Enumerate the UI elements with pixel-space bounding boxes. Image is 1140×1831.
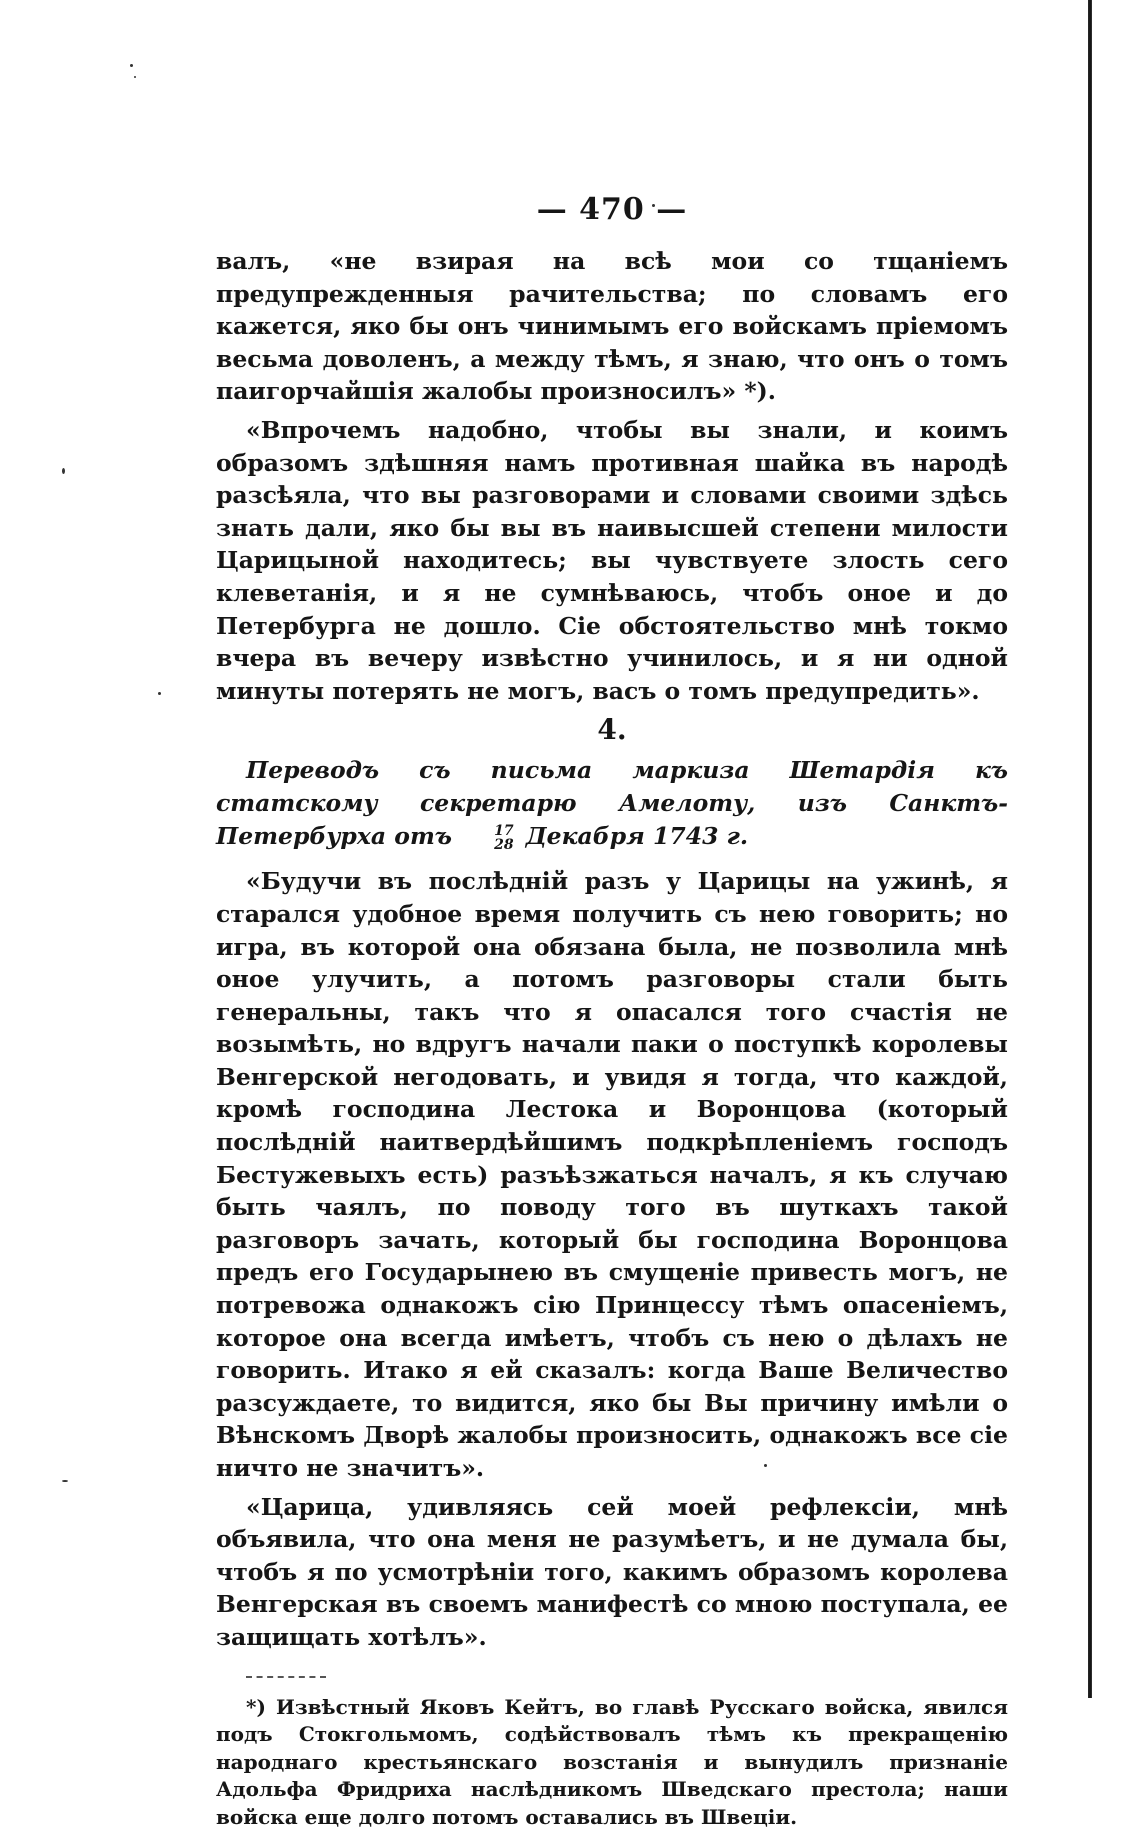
date-fraction <box>464 824 513 852</box>
letter-heading-text: Переводъ съ письма маркиза Шетардія къ статскому секретарю Амелоту, изъ Санктъ-Петербурха отъ <box>216 756 1008 851</box>
paragraph: «Впрочемъ надобно, чтобы вы знали, и коимъ образомъ здѣшняя намъ противная шайка въ народѣ разсѣяла, что вы разговорами и словами своими здѣсь знать дали, яко бы вы въ наивысшей степени милости Царицыной находитесь; вы чувствуете злость сего клеветанія, и я не сумнѣваюсь, чтобъ оное и до Петербурга не дошло. Сіе обстоятельство мнѣ токмо вчера въ вечеру извѣстно учинилось, и я ни одной минуты потерять не могъ, васъ о томъ предупредить». <box>216 415 1008 705</box>
date-fraction-bottom: 28 <box>494 836 514 853</box>
letter-paragraph: «Царица, удивляясь сей моей рефлексіи, мнѣ объявила, что она меня не разумѣетъ, и не думала бы, чтобъ я по усмотрѣніи того, какимъ образомъ королева Венгерская въ своемъ манифестѣ со мною поступала, ее защищать хотѣлъ». <box>216 1492 1008 1651</box>
print-speck <box>158 692 161 695</box>
binding-edge-line <box>1088 0 1092 1698</box>
print-speck <box>130 64 133 67</box>
footnote-separator <box>246 1676 326 1678</box>
book-page <box>216 192 1008 1831</box>
letter-heading-date: Декабря 1743 г. <box>525 822 749 851</box>
letter-paragraph: «Будучи въ послѣдній разъ у Царицы на ужинѣ, я старался удобное время получить съ нею говорить; но игра, въ которой она обязана была, не позволила мнѣ оное улучить, а потомъ разговоры стали быть генеральны, такъ что я опасался того счастія не возымѣть, но вдругъ начали паки о поступкѣ королевы Венгерской негодовать, и увидя я тогда, что каждой, кромѣ господина Лестока и Воронцова (который послѣдній наитвердѣйшимъ подкрѣпленіемъ господъ Бестужевыхъ есть) разъѣзжаться началъ, я къ случаю быть чаялъ, по поводу того въ шуткахъ такой разговоръ зачать, который бы господина Воронцова предъ его Государынею въ смущеніе привесть могъ, не потревожа однакожъ сію Принцессу тѣмъ опасеніемъ, которое она всегда имѣетъ, чтобъ съ нею о дѣлахъ не говорить. Итако я ей сказалъ: когда Ваше Величество разсуждаете, то видится, яко бы Вы причину имѣли о Вѣнскомъ Дворѣ жалобы произносить, однакожъ все сіе ничто не значитъ». <box>216 867 1008 1482</box>
footnote: *) Извѣстный Яковъ Кейтъ, во главѣ Русскаго войска, явился подъ Стокгольмомъ, содѣйствовалъ тѣмъ къ прекращенію народнаго крестьянскаго возстанія и вынудилъ признаніе Адольфа Фридриха наслѣдникомъ Шведскаго престола; наши войска еще долго потомъ оставались въ Швеціи. <box>216 1694 1008 1829</box>
print-speck <box>134 76 136 78</box>
page-number: — 470 — <box>536 192 688 227</box>
date-fraction-top: 17 <box>494 822 514 839</box>
letter-heading <box>216 754 1008 853</box>
print-speck <box>62 468 65 474</box>
paragraph-continuation: валъ, «не взирая на всѣ мои со тщаніемъ предупрежденныя рачительства; по словамъ его кажется, яко бы онъ чинимымъ его войскамъ пріемомъ весьма доволенъ, а между тѣмъ, я знаю, что онъ о томъ паигорчайшія жалобы произносилъ» *). <box>216 247 1008 406</box>
section-number: 4. <box>597 713 627 747</box>
print-speck <box>62 1480 68 1482</box>
